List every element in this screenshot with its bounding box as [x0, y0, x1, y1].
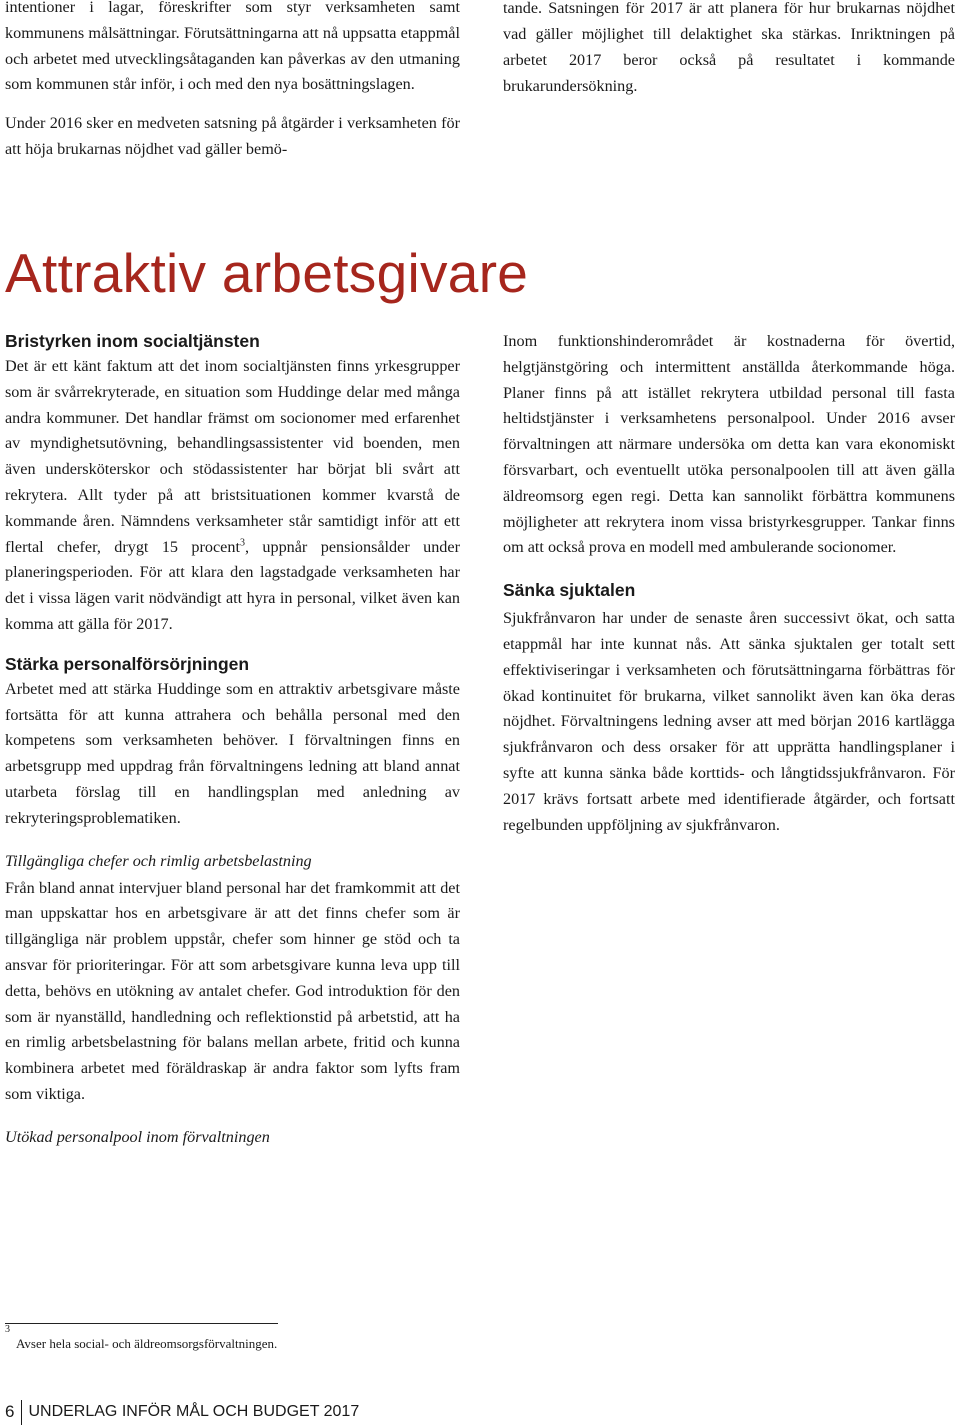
heading-tillgangliga-chefer: Tillgängliga chefer och rimlig arbetsbelastning: [5, 851, 312, 870]
footnote-divider: [5, 1323, 278, 1324]
right-column: [503, 329, 955, 838]
heading-utokad-personalpool: Utökad personalpool inom förvaltningen: [5, 1127, 270, 1146]
paragraph-funktionshinder: Inom funktionshinderområdet är kostnaderna för övertid, helgtjänstgöring och intermittent anställda återkommande höga. Planer finns på att istället rekrytera utbildad personal till fasta heltidstjänster i verksamhetens personalpool. Under 2016 avser förvaltningen att närmare undersöka om detta kan vara ekonomiskt försvarbart, och eventuellt utöka personalpoolen till att även gälla äldreomsorg egen regi. Detta kan sannolikt förbättra kommunens möjligheter att rekrytera inom vissa bristyrkesgrupper. Tankar finns om att också prova en modell med ambulerande socionomer.: [503, 332, 955, 557]
heading-sanka-sjuktalen: Sänka sjuktalen: [503, 580, 636, 601]
top-left-column: [5, 0, 460, 163]
page-number: 6: [5, 1402, 15, 1421]
paragraph-under-2016: Under 2016 sker en medveten satsning på åtgärder i verksamheten för att höja brukarnas nöjdhet vad gäller bemö-: [5, 114, 460, 158]
top-right-column: [503, 0, 955, 99]
paragraph-tillgangliga: Från bland annat intervjuer bland personal har det framkommit att det man uppskattar hos en arbetsgivare är att det finns chefer som är tillgängliga när problem uppstår, chefer som hinner ge stöd och ta ansvar för prioriteringar. För att som arbetsgivare kunna leva upp till detta, behövs en utökning av antalet chefer. God introduktion för den som är nyanställd, handledning och reflektionstid på arbetstid, att ha en rimlig arbetsbelastning för balans mellan arbete, fritid och kunna kombinera arbetet med föräldraskap är andra faktor som lyfts fram som viktiga.: [5, 878, 460, 1103]
footnote-reference: 3: [239, 537, 245, 549]
paragraph-bristyrken-text-a: Det är ett känt faktum att det inom socialtjänsten finns yrkesgrupper som är svårrekryterade, en situation som Huddinge delar med många andra kommuner. Det handlar främst om socionomer med erfarenhet av myndighetsutövning, behandlingsassistenter vid boenden, men även undersköterskor och stödassistenter har börjat bli svårt att rekrytera. Allt tyder på att bristsituationen kommer kvarstå de kommande åren. Nämndens verksamheter står samtidigt inför att ett flertal chefer, drygt 15 procent: [5, 357, 460, 556]
left-column: [5, 329, 460, 1149]
heading-starka-personalforsorjningen: Stärka personalförsörjningen: [5, 653, 250, 674]
paragraph-bristyrken: [5, 354, 460, 638]
page-footer: [5, 1399, 359, 1425]
heading-bristyrken: Bristyrken inom socialtjänsten: [5, 331, 260, 351]
footer-divider: [21, 1400, 22, 1425]
footer-title: UNDERLAG INFÖR MÅL OCH BUDGET 2017: [28, 1403, 360, 1420]
footnote-number: 3: [5, 1324, 10, 1335]
section-title: Attraktiv arbetsgivare: [5, 242, 529, 304]
footnote: [5, 1324, 278, 1354]
paragraph-bemotande: tande. Satsningen för 2017 är att planera för hur brukarnas nöjdhet vad gäller möjlighet till delaktighet ska stärkas. Inriktningen på arbetet 2017 beror också på resultatet i kommande brukarundersökning.: [503, 0, 955, 95]
paragraph-intentioner: intentioner i lagar, föreskrifter som styr verksamheten samt kommunens målsättningar. Förutsättningarna att nå uppsatta etappmål och arbetet med utvecklingsåtaganden kan påverkas av den utmaning som kommunen står inför, i och med den nya bosättningslagen.: [5, 0, 460, 94]
footnote-text: Avser hela social- och äldreomsorgsförvaltningen.: [16, 1336, 278, 1351]
paragraph-starka: Arbetet med att stärka Huddinge som en attraktiv arbetsgivare måste fortsätta för att kunna attrahera och behålla personal med den kompetens som verksamheten behöver. I förvaltningen finns en arbetsgrupp med uppdrag från förvaltningens ledning att bland annat utarbeta förslag till en handlingsplan med anledning av rekryteringsproblematiken.: [5, 679, 460, 827]
paragraph-bristyrken-text-b: , uppnår pensionsålder under planeringsperioden. För att klara den lagstadgade verksamheten har det i vissa lägen varit nödvändigt att hyra in personal, vilket även kan komma att gälla för 2017.: [5, 537, 460, 633]
paragraph-sanka: Sjukfrånvaron har under de senaste åren successivt ökat, och satta etappmål har inte kunnat nås. Att sänka sjuktalen ger totalt sett effektiviseringar i verksamheten och förutsättningarna förbättras för ökad kontinuitet för brukarna, vilket sannolikt även kan öka deras nöjdhet. Förvaltningens ledning avser att med början 2016 kartlägga sjukfrånvaron och dess orsaker för att upprätta handlingsplaner i syfte att kunna sänka både korttids- och långtidssjukfrånvaron. För 2017 krävs fortsatt arbete med identifierade åtgärder, och fortsatt regelbunden uppföljning av sjukfrånvaron.: [503, 609, 955, 834]
